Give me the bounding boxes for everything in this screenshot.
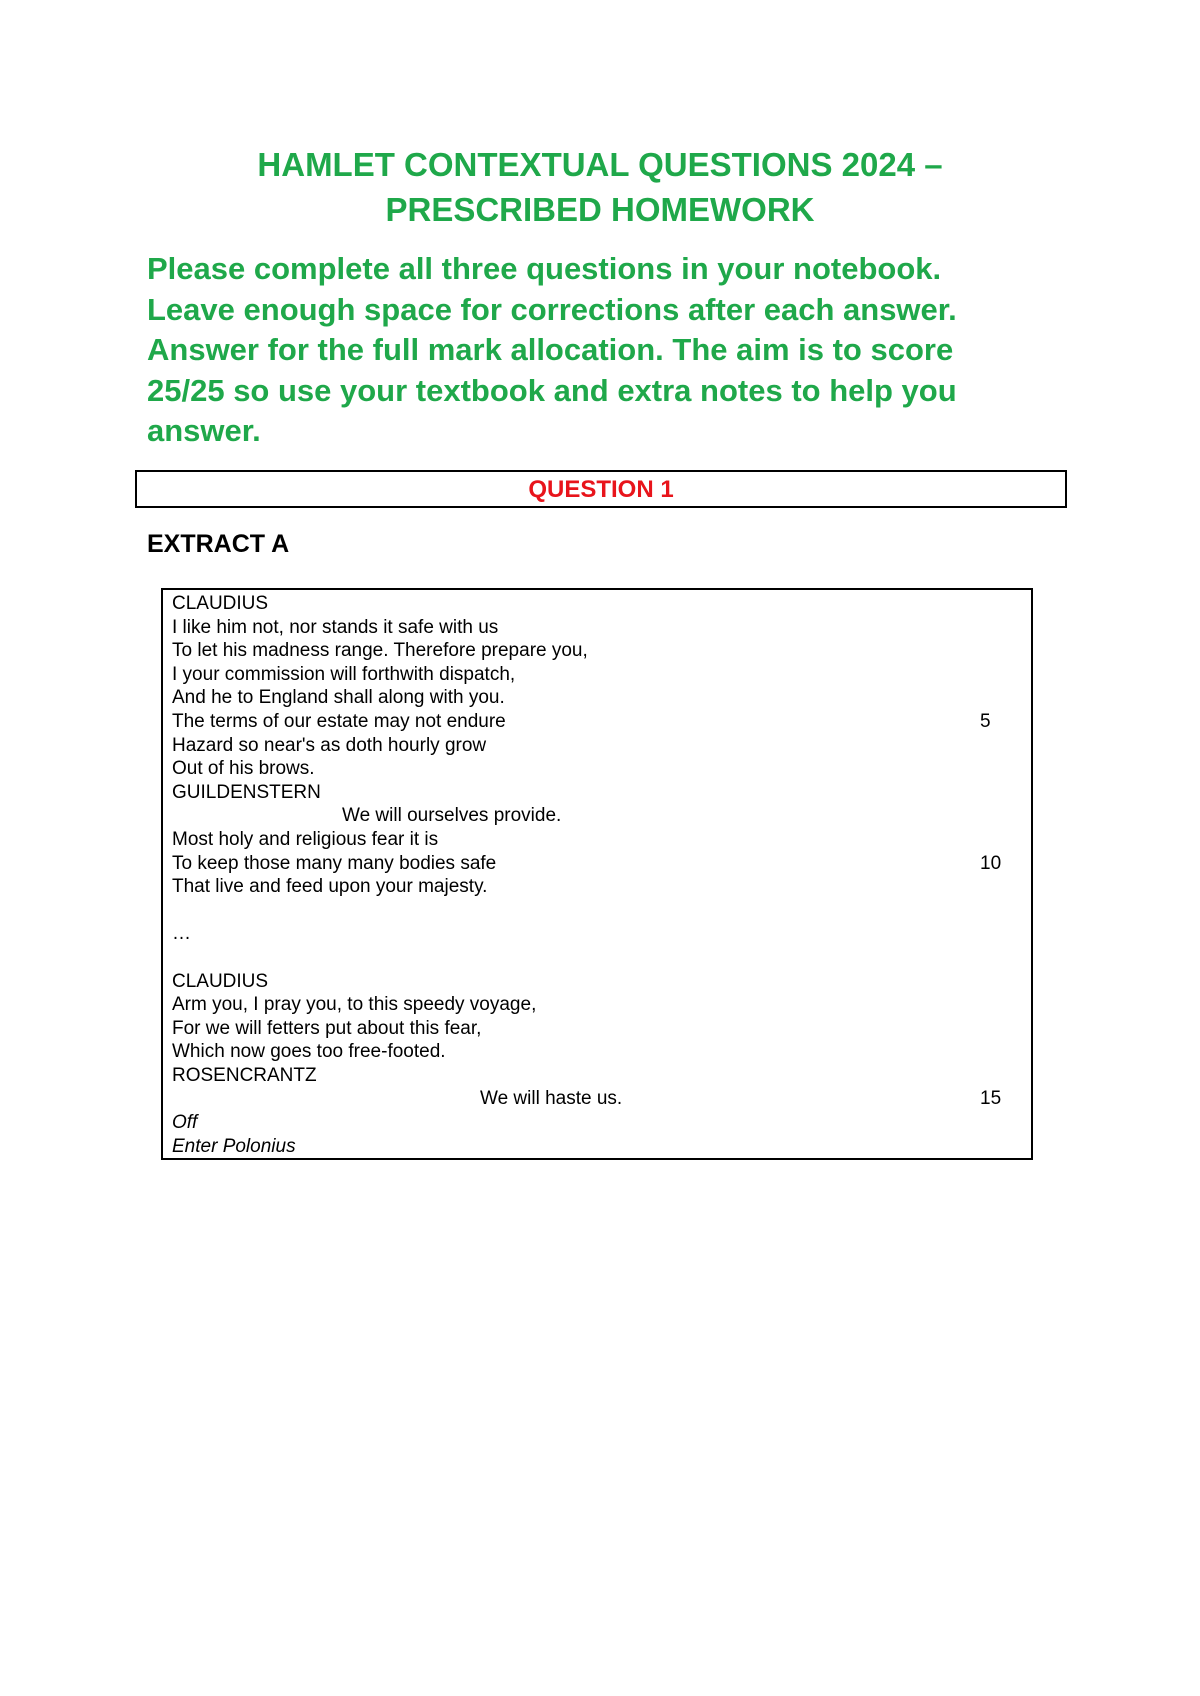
instruction-line: Leave enough space for corrections after each answer. xyxy=(147,291,957,327)
verse-text: Out of his brows. xyxy=(172,758,315,780)
verse-text: I your commission will forthwith dispatch, xyxy=(172,663,516,685)
extract-line xyxy=(172,993,1022,1017)
title-line-2: PRESCRIBED HOMEWORK xyxy=(385,191,815,228)
extract-line xyxy=(172,663,1022,687)
extract-line xyxy=(172,899,1022,923)
stage-direction: Off xyxy=(172,1112,198,1134)
extract-line xyxy=(172,1111,1022,1135)
extract-line xyxy=(172,592,1022,616)
extract-line xyxy=(172,616,1022,640)
line-number: 5 xyxy=(980,710,991,732)
instruction-line: Please complete all three questions in your notebook. xyxy=(147,251,942,286)
extract-line xyxy=(172,1017,1022,1041)
document-title xyxy=(0,142,1200,232)
extract-line xyxy=(172,970,1022,994)
extract-line xyxy=(172,1064,1022,1088)
extract-box xyxy=(161,588,1033,1160)
verse-text: Arm you, I pray you, to this speedy voyage, xyxy=(172,994,537,1016)
verse-text: We will ourselves provide. xyxy=(342,805,562,827)
instruction-line: answer. xyxy=(147,413,261,448)
verse-text: For we will fetters put about this fear, xyxy=(172,1017,482,1039)
homework-instructions xyxy=(147,249,1047,452)
question-heading: QUESTION 1 xyxy=(528,476,674,503)
speaker-name: GUILDENSTERN xyxy=(172,781,321,803)
verse-text: That live and feed upon your majesty. xyxy=(172,876,488,898)
extract-line xyxy=(172,804,1022,828)
extract-line xyxy=(172,1135,1022,1159)
extract-line xyxy=(172,946,1022,970)
verse-text: Most holy and religious fear it is xyxy=(172,828,439,850)
extract-line xyxy=(172,1087,1022,1111)
extract-lines xyxy=(172,592,1022,1158)
instruction-line: 25/25 so use your textbook and extra notes to help you xyxy=(147,372,957,408)
extract-line xyxy=(172,875,1022,899)
instruction-line: Answer for the full mark allocation. The aim is to score xyxy=(147,332,954,367)
verse-text: We will haste us. xyxy=(480,1088,623,1110)
verse-text: Which now goes too free-footed. xyxy=(172,1041,446,1063)
speaker-name: CLAUDIUS xyxy=(172,970,269,992)
stage-direction: Enter Polonius xyxy=(172,1135,296,1157)
ellipsis: … xyxy=(172,923,191,945)
question-heading-box xyxy=(135,470,1067,508)
speaker-name: CLAUDIUS xyxy=(172,593,269,614)
verse-text: To keep those many many bodies safe xyxy=(172,852,497,874)
line-number: 10 xyxy=(980,852,1002,874)
extract-line xyxy=(172,852,1022,876)
extract-heading: EXTRACT A xyxy=(147,530,290,558)
extract-line xyxy=(172,686,1022,710)
speaker-name: ROSENCRANTZ xyxy=(172,1064,317,1086)
extract-line xyxy=(172,828,1022,852)
extract-line xyxy=(172,639,1022,663)
extract-line xyxy=(172,710,1022,734)
extract-line xyxy=(172,757,1022,781)
title-line-1: HAMLET CONTEXTUAL QUESTIONS 2024 – xyxy=(257,146,943,183)
verse-text: Hazard so near's as doth hourly grow xyxy=(172,734,487,756)
extract-line xyxy=(172,734,1022,758)
verse-text: The terms of our estate may not endure xyxy=(172,710,506,732)
verse-text: I like him not, nor stands it safe with us xyxy=(172,616,499,638)
extract-line xyxy=(172,922,1022,946)
extract-line xyxy=(172,1040,1022,1064)
extract-line xyxy=(172,781,1022,805)
line-number: 15 xyxy=(980,1088,1002,1110)
verse-text: To let his madness range. Therefore prepare you, xyxy=(172,640,588,662)
verse-text: And he to England shall along with you. xyxy=(172,687,505,709)
